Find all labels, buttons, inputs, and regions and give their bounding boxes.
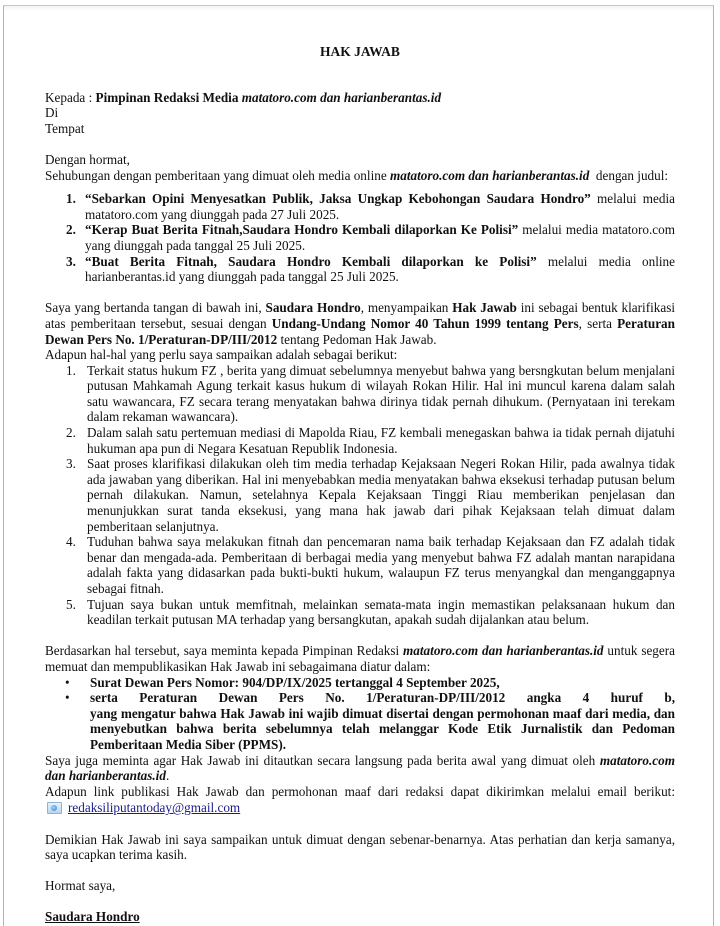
article-detail: melalui media online harianberantas.id yang diunggah pada tanggal 25 Juli 2025. bbox=[85, 253, 675, 285]
article-list bbox=[45, 191, 675, 285]
greeting: Dengan hormat, bbox=[45, 151, 130, 167]
recipient-di: Di bbox=[45, 105, 59, 121]
reference-text-rest: yang mengatur bahwa Hak Jawab ini wajib dimuat disertai dengan permohonan maaf dari media, dan menyebutkan bahwa berita sebelumnya telah melanggar Kode Etik Jurnalistik dan Pedoman Pemberitaan Media Siber (PPMS). bbox=[90, 705, 675, 752]
request-media: matatoro.com dan harianberantas.id bbox=[403, 643, 604, 659]
intro-text: Sehubungan dengan pemberitaan yang dimuat oleh media online bbox=[45, 167, 390, 183]
point-text: Terkait status hukum FZ , berita yang dimuat sebelumnya menyebut bahwa yang bersngkutan belum menjalani putusan Mahkamah Agung terkait kasus hukum di wilayah Rokan Hilir. Hal ini muncul karena dalam salah satu wawancara, FZ secara terang menyatakan bahwa dirinya tidak pernah dihukum. (Pernyataan ini terekam dalam rekaman wawancara). bbox=[87, 362, 675, 425]
statement-regulation: Peraturan Dewan Pers No. 1/Peraturan-DP/III/2012 bbox=[45, 315, 675, 347]
link-request-media: matatoro.com dan harianberantas.id bbox=[45, 752, 675, 784]
recipient-name: Pimpinan Redaksi Media bbox=[95, 89, 242, 105]
mail-icon bbox=[47, 802, 62, 814]
request-paragraph bbox=[45, 643, 675, 674]
point-item bbox=[66, 534, 675, 596]
document-title: HAK JAWAB bbox=[320, 44, 400, 59]
bullet-icon: • bbox=[65, 690, 70, 706]
article-headline: “Buat Berita Fitnah, Saudara Hondro Kembali dilaporkan ke Polisi” bbox=[85, 253, 537, 269]
link-request-text-after: . bbox=[165, 768, 170, 784]
link-request-paragraph bbox=[45, 753, 675, 784]
statement-text: , serta bbox=[578, 315, 618, 331]
intro-paragraph bbox=[45, 168, 675, 184]
article-detail: melalui media matatoro.com yang diunggah pada tanggal 25 Juli 2025. bbox=[85, 222, 675, 253]
reference-list bbox=[45, 675, 675, 753]
point-number: 3. bbox=[66, 456, 76, 472]
article-number: 3. bbox=[66, 253, 76, 269]
statement-text: ini sebagai bentuk klarifikasi atas pemberitaan tersebut, sesuai dengan bbox=[45, 300, 676, 331]
point-item bbox=[66, 596, 675, 628]
article-item bbox=[66, 222, 675, 253]
statement-text: , menyampaikan bbox=[360, 300, 453, 316]
recipient-line bbox=[45, 90, 675, 106]
points-list bbox=[45, 363, 675, 628]
article-number: 1. bbox=[66, 191, 76, 207]
article-item bbox=[66, 253, 675, 285]
signature-name: Saudara Hondro bbox=[45, 909, 140, 925]
sign-off: Hormat saya, bbox=[45, 878, 116, 894]
statement-hak-jawab: Hak Jawab bbox=[452, 300, 517, 316]
email-intro: Adapun link publikasi Hak Jawab dan permohonan maaf dari redaksi dapat dikirimkan melalui email berikut: bbox=[45, 783, 675, 799]
statement-name: Saudara Hondro bbox=[265, 300, 361, 316]
link-request-text: Saya juga meminta agar Hak Jawab ini ditautkan secara langsung pada berita awal yang dimuat oleh bbox=[45, 752, 600, 768]
article-detail: melalui media matatoro.com yang diunggah pada 27 Juli 2025. bbox=[85, 191, 676, 222]
point-item bbox=[66, 456, 675, 534]
recipient-tempat: Tempat bbox=[45, 120, 85, 136]
statement-text: Saya yang bertanda tangan di bawah ini, bbox=[45, 300, 266, 316]
reference-text-first-line: serta Peraturan Dewan Pers No. 1/Peraturan-DP/III/2012 angka 4 huruf b, bbox=[90, 690, 675, 706]
closing-paragraph: Demikian Hak Jawab ini saya sampaikan untuk dimuat dengan sebenar-benarnya. Atas perhatian dan kerja samanya, saya ucapkan terima kasih. bbox=[45, 831, 675, 863]
reference-text: Surat Dewan Pers Nomor: 904/DP/IX/2025 tertanggal 4 September 2025, bbox=[90, 674, 500, 690]
reference-item bbox=[65, 690, 675, 752]
reference-item bbox=[65, 674, 675, 691]
bullet-icon: • bbox=[65, 674, 70, 690]
article-headline: “Sebarkan Opini Menyesatkan Publik, Jaksa Ungkap Kebohongan Saudara Hondro” bbox=[85, 191, 591, 207]
statement-text: tentang Pedoman Hak Jawab. bbox=[277, 331, 437, 347]
article-number: 2. bbox=[66, 222, 76, 238]
point-text: Dalam salah satu pertemuan mediasi di Mapolda Riau, FZ kembali menegaskan bahwa ia tidak pernah dijatuhi hukuman apa pun di Negara Kesatuan Republik Indonesia. bbox=[87, 425, 675, 456]
point-text: Tujuan saya bukan untuk memfitnah, melainkan semata-mata ingin memastikan pelaksanaan hukum dan keadilan terkait putusan MA terhadap yang bersangkutan, apakah sudah dijalankan atau belum. bbox=[87, 596, 675, 628]
request-text: Berdasarkan hal tersebut, saya meminta kepada Pimpinan Redaksi bbox=[45, 643, 404, 659]
recipient-media: matatoro.com dan harianberantas.id bbox=[241, 89, 442, 105]
intro-media: matatoro.com dan harianberantas.id bbox=[389, 167, 590, 183]
point-number: 1. bbox=[66, 362, 76, 378]
point-item bbox=[66, 362, 675, 425]
point-item bbox=[66, 425, 675, 456]
document-body bbox=[45, 44, 675, 925]
intro-text-after: dengan judul: bbox=[589, 167, 669, 183]
point-number: 2. bbox=[66, 425, 76, 441]
request-text-after: untuk segera memuat dan mempublikasikan Hak Jawab ini sebagaimana diatur dalam: bbox=[45, 643, 676, 674]
statement-paragraph bbox=[45, 300, 675, 347]
point-number: 4. bbox=[66, 534, 76, 550]
recipient-prefix: Kepada : bbox=[45, 89, 96, 105]
email-link[interactable]: redaksiliputantoday@gmail.com bbox=[68, 800, 241, 816]
point-text: Tuduhan bahwa saya melakukan fitnah dan pencemaran nama baik terhadap Kejaksaan dan FZ adalah tidak benar dan mengada-ada. Pemberitaan di berbagai media yang menyebut bahwa FZ adalah mantan narapidana adalah fakta yang didasarkan pada bukti-bukti hukum, walaupun FZ terus menyangkal dan menganggapnya sebagai fitnah. bbox=[87, 534, 675, 596]
point-text: Saat proses klarifikasi dilakukan oleh tim media terhadap Kejaksaan Negeri Rokan Hilir, pada awalnya tidak ada jawaban yang diberikan. Hal ini menyebabkan media menyatakan bahwa eksekusi terhadap putusan belum pernah dilakukan. Namun, setelahnya Kepala Kejaksaan Tinggi Riau memberikan penjelasan dan menunjukkan surat tanda eksekusi, yang mana hak jawab dari pihak Kejaksaan telah dimuat dalam pemberitaan selanjutnya. bbox=[87, 456, 675, 534]
point-number: 5. bbox=[66, 596, 76, 612]
statement-law: Undang-Undang Nomor 40 Tahun 1999 tentang Pers bbox=[271, 315, 579, 331]
email-row bbox=[45, 800, 675, 816]
article-item bbox=[66, 191, 676, 222]
points-intro: Adapun hal-hal yang perlu saya sampaikan adalah sebagai berikut: bbox=[45, 347, 398, 363]
article-headline: “Kerap Buat Berita Fitnah,Saudara Hondro Kembali dilaporkan Ke Polisi” bbox=[85, 222, 519, 238]
